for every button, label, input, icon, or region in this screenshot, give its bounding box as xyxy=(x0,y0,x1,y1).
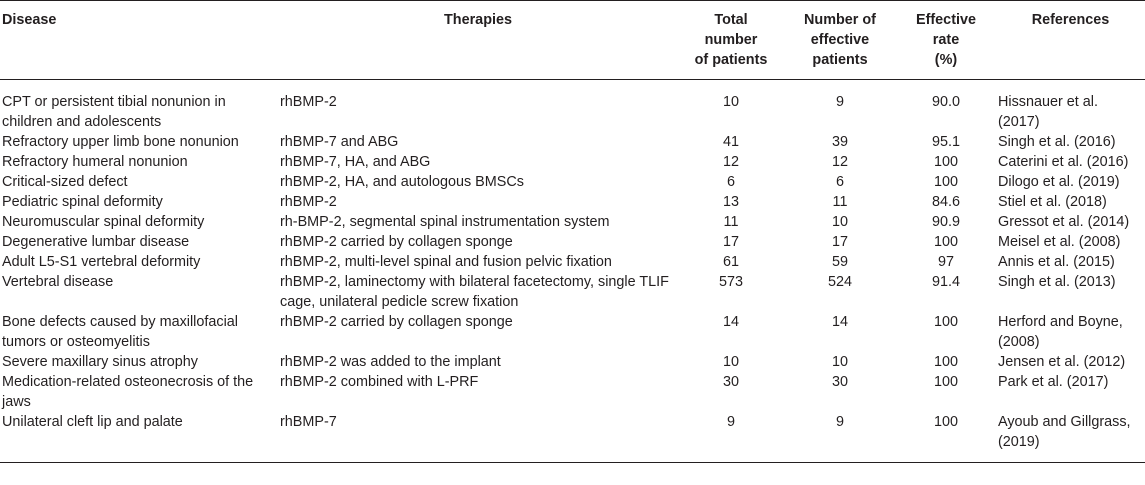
cell-total-patients: 573 xyxy=(718,273,743,290)
cell-total-patients: 6 xyxy=(726,173,735,190)
cell-effective-rate: 84.6 xyxy=(931,193,960,210)
column-header-effective-rate: Effective rate (%) xyxy=(896,0,996,79)
cell-total-patients: 14 xyxy=(722,313,739,330)
cell-effective-rate: 91.4 xyxy=(931,273,960,290)
column-header-references: References xyxy=(996,0,1145,79)
cell-therapies: rhBMP-7, HA, and ABG xyxy=(280,153,431,170)
cell-effective-patients: 11 xyxy=(832,193,848,210)
cell-effective-rate: 97 xyxy=(937,253,954,270)
cell-references: Annis et al. (2015) xyxy=(998,253,1115,270)
cell-therapies: rhBMP-2, HA, and autologous BMSCs xyxy=(280,173,524,190)
column-header-effective-patients: Number of effective patients xyxy=(784,0,896,79)
cell-effective-patients: 39 xyxy=(831,133,848,150)
cell-total-patients: 10 xyxy=(722,353,739,370)
cell-total-patients: 13 xyxy=(722,193,739,210)
cell-therapies: rhBMP-2 combined with L-PRF xyxy=(280,373,479,390)
cell-references: Dilogo et al. (2019) xyxy=(998,173,1120,190)
table-row xyxy=(0,352,1145,372)
cell-total-patients: 11 xyxy=(723,213,739,230)
cell-total-patients: 30 xyxy=(722,373,739,390)
table-row xyxy=(0,252,1145,272)
cell-effective-patients: 6 xyxy=(835,173,844,190)
column-header-total-patients: Total number of patients xyxy=(678,0,784,79)
cell-references: Stiel et al. (2018) xyxy=(998,193,1107,210)
cell-therapies: rh-BMP-2, segmental spinal instrumentation system xyxy=(280,213,610,230)
cell-effective-patients: 12 xyxy=(831,153,848,170)
cell-effective-rate: 100 xyxy=(933,353,958,370)
cell-references: Gressot et al. (2014) xyxy=(998,213,1130,230)
cell-disease: Critical-sized defect xyxy=(2,173,128,190)
cell-references: Jensen et al. (2012) xyxy=(998,353,1126,370)
cell-disease: Severe maxillary sinus atrophy xyxy=(2,353,198,370)
cell-therapies: rhBMP-7 xyxy=(280,413,337,430)
cell-disease: Degenerative lumbar disease xyxy=(2,233,190,250)
cell-total-patients: 41 xyxy=(722,133,739,150)
table-body xyxy=(0,79,1145,462)
cell-effective-patients: 17 xyxy=(831,233,848,250)
cell-therapies: rhBMP-2 carried by collagen sponge xyxy=(280,233,513,250)
cell-disease: Pediatric spinal deformity xyxy=(2,193,163,210)
cell-effective-rate: 100 xyxy=(933,153,958,170)
cell-effective-rate: 100 xyxy=(933,233,958,250)
cell-effective-rate: 100 xyxy=(933,313,958,330)
cell-effective-patients: 524 xyxy=(827,273,852,290)
cell-disease: Vertebral disease xyxy=(2,273,114,290)
cell-references: Meisel et al. (2008) xyxy=(998,233,1121,250)
cell-total-patients: 61 xyxy=(722,253,739,270)
cell-effective-rate: 90.9 xyxy=(931,213,960,230)
cell-effective-patients: 59 xyxy=(831,253,848,270)
cell-references: Herford and Boyne, (2008) xyxy=(998,313,1123,350)
cell-disease: Unilateral cleft lip and palate xyxy=(2,413,183,430)
cell-disease: Bone defects caused by maxillofacial tumors or osteomyelitis xyxy=(2,313,238,350)
cell-effective-rate: 100 xyxy=(933,373,958,390)
table-row xyxy=(0,172,1145,192)
cell-effective-patients: 9 xyxy=(835,413,844,430)
cell-therapies: rhBMP-2 xyxy=(280,193,337,210)
cell-references: Park et al. (2017) xyxy=(998,373,1109,390)
cell-references: Caterini et al. (2016) xyxy=(998,153,1129,170)
table-row xyxy=(0,312,1145,352)
cell-therapies: rhBMP-7 and ABG xyxy=(280,133,399,150)
cell-disease: Adult L5-S1 vertebral deformity xyxy=(2,253,201,270)
cell-effective-patients: 9 xyxy=(835,93,844,110)
cell-total-patients: 12 xyxy=(722,153,739,170)
cell-effective-rate: 95.1 xyxy=(931,133,960,150)
cell-therapies: rhBMP-2 carried by collagen sponge xyxy=(280,313,513,330)
table-row xyxy=(0,79,1145,132)
cell-references: Ayoub and Gillgrass, (2019) xyxy=(998,413,1131,450)
table-row xyxy=(0,232,1145,252)
cell-disease: Medication-related osteonecrosis of the jaws xyxy=(2,373,254,410)
cell-effective-rate: 100 xyxy=(933,173,958,190)
cell-disease: Refractory upper limb bone nonunion xyxy=(2,133,239,150)
table-row xyxy=(0,132,1145,152)
cell-therapies: rhBMP-2, multi-level spinal and fusion pelvic fixation xyxy=(280,253,612,270)
table-row xyxy=(0,152,1145,172)
cell-disease: CPT or persistent tibial nonunion in children and adolescents xyxy=(2,93,226,130)
cell-total-patients: 10 xyxy=(722,93,739,110)
cell-references: Singh et al. (2016) xyxy=(998,133,1116,150)
table-row xyxy=(0,212,1145,232)
cell-therapies: rhBMP-2 was added to the implant xyxy=(280,353,501,370)
cell-effective-patients: 10 xyxy=(831,353,848,370)
cell-total-patients: 17 xyxy=(722,233,739,250)
table-row xyxy=(0,372,1145,412)
cell-effective-patients: 14 xyxy=(831,313,848,330)
cell-effective-patients: 30 xyxy=(831,373,848,390)
table-row xyxy=(0,412,1145,463)
header-row xyxy=(0,0,1145,79)
cell-total-patients: 9 xyxy=(726,413,735,430)
cell-effective-rate: 90.0 xyxy=(931,93,960,110)
cell-effective-rate: 100 xyxy=(933,413,958,430)
table-row xyxy=(0,192,1145,212)
column-header-therapies: Therapies xyxy=(278,0,678,79)
cell-therapies: rhBMP-2, laminectomy with bilateral facetectomy, single TLIF cage, unilateral pedicle screw fixation xyxy=(280,273,669,310)
table-header xyxy=(0,0,1145,79)
cell-therapies: rhBMP-2 xyxy=(280,93,337,110)
table-row xyxy=(0,272,1145,312)
cell-disease: Neuromuscular spinal deformity xyxy=(2,213,205,230)
cell-references: Hissnauer et al. (2017) xyxy=(998,93,1098,130)
cell-effective-patients: 10 xyxy=(831,213,848,230)
column-header-disease: Disease xyxy=(0,0,278,79)
table-top-rule xyxy=(0,0,1145,1)
cell-disease: Refractory humeral nonunion xyxy=(2,153,188,170)
cell-references: Singh et al. (2013) xyxy=(998,273,1116,290)
